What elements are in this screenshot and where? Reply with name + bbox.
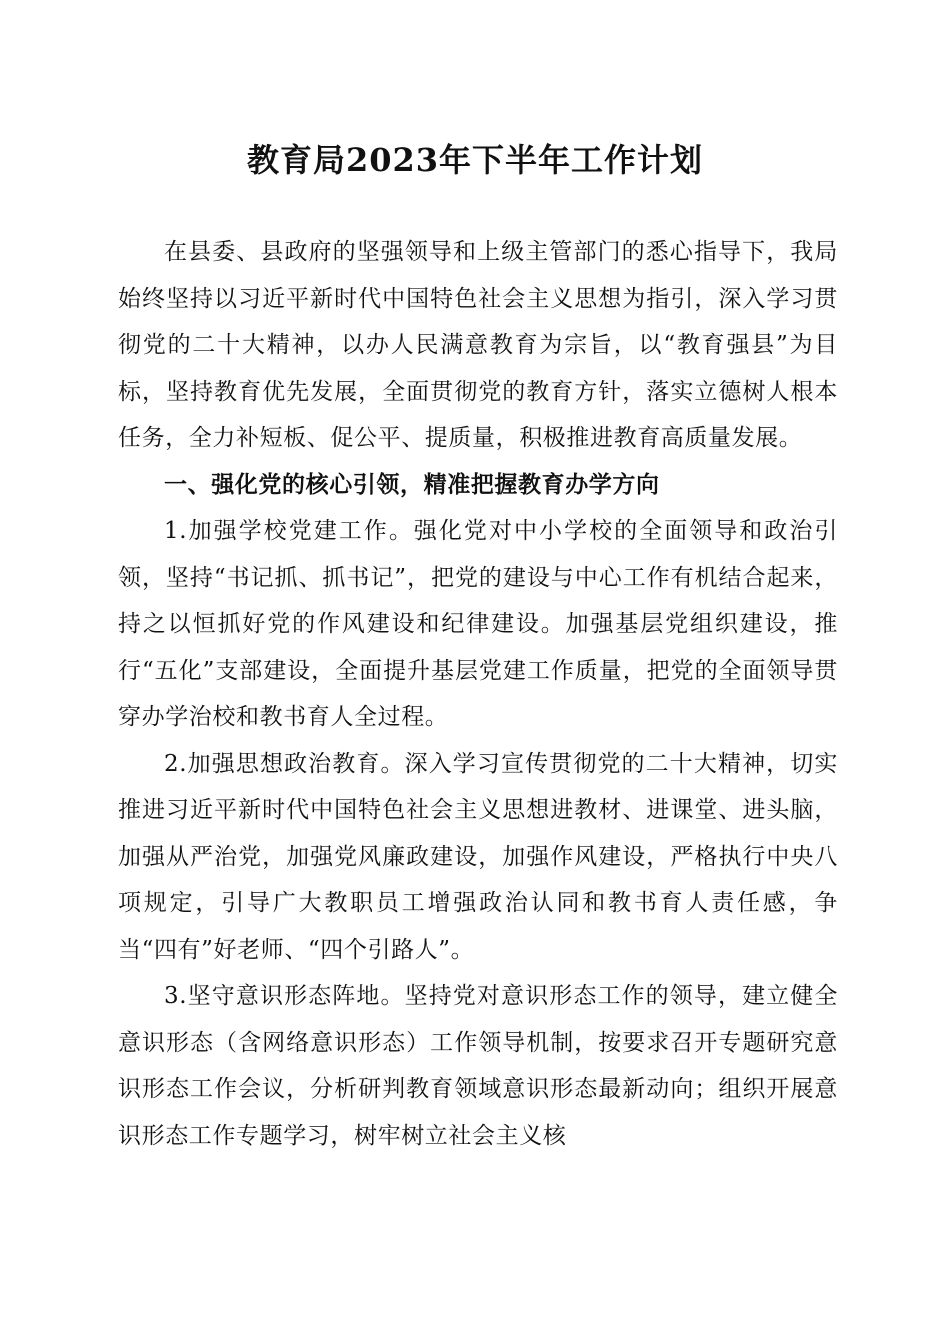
intro-paragraph: 在县委、县政府的坚强领导和上级主管部门的悉心指导下，我局始终坚持以习近平新时代中国特色社会主义思想为指引，深入学习贯彻党的二十大精神，以办人民满意教育为宗旨，以“教育强县”为目标，坚持教育优先发展，全面贯彻党的教育方针，落实立德树人根本任务，全力补短板、促公平、提质量，积极推进教育高质量发展。 (118, 239, 838, 451)
document-body (118, 229, 838, 1159)
document-title: 教育局2023年下半年工作计划 (246, 141, 704, 179)
section-1-item-2: 2.加强思想政治教育。深入学习宣传贯彻党的二十大精神，切实推进习近平新时代中国特色社会主义思想进教材、进课堂、进头脑，加强从严治党，加强党风廉政建设，加强作风建设，严格执行中央八项规定，引导广大教职员工增强政治认同和教书育人责任感，争当“四有”好老师、“四个引路人”。 (118, 750, 838, 963)
section-1-heading: 一、强化党的核心引领，精准把握教育办学方向 (164, 471, 660, 498)
section-1-item-3: 3.坚守意识形态阵地。坚持党对意识形态工作的领导，建立健全意识形态（含网络意识形态）工作领导机制，按要求召开专题研究意识形态工作会议，分析研判教育领域意识形态最新动向；组织开展意识形态工作专题学习，树牢树立社会主义核 (118, 983, 838, 1149)
section-1-item-1: 1.加强学校党建工作。强化党对中小学校的全面领导和政治引领，坚持“书记抓、抓书记”，把党的建设与中心工作有机结合起来，持之以恒抓好党的作风建设和纪律建设。加强基层党组织建设，推行“五化”支部建设，全面提升基层党建工作质量，把党的全面领导贯穿办学治校和教书育人全过程。 (118, 518, 838, 730)
